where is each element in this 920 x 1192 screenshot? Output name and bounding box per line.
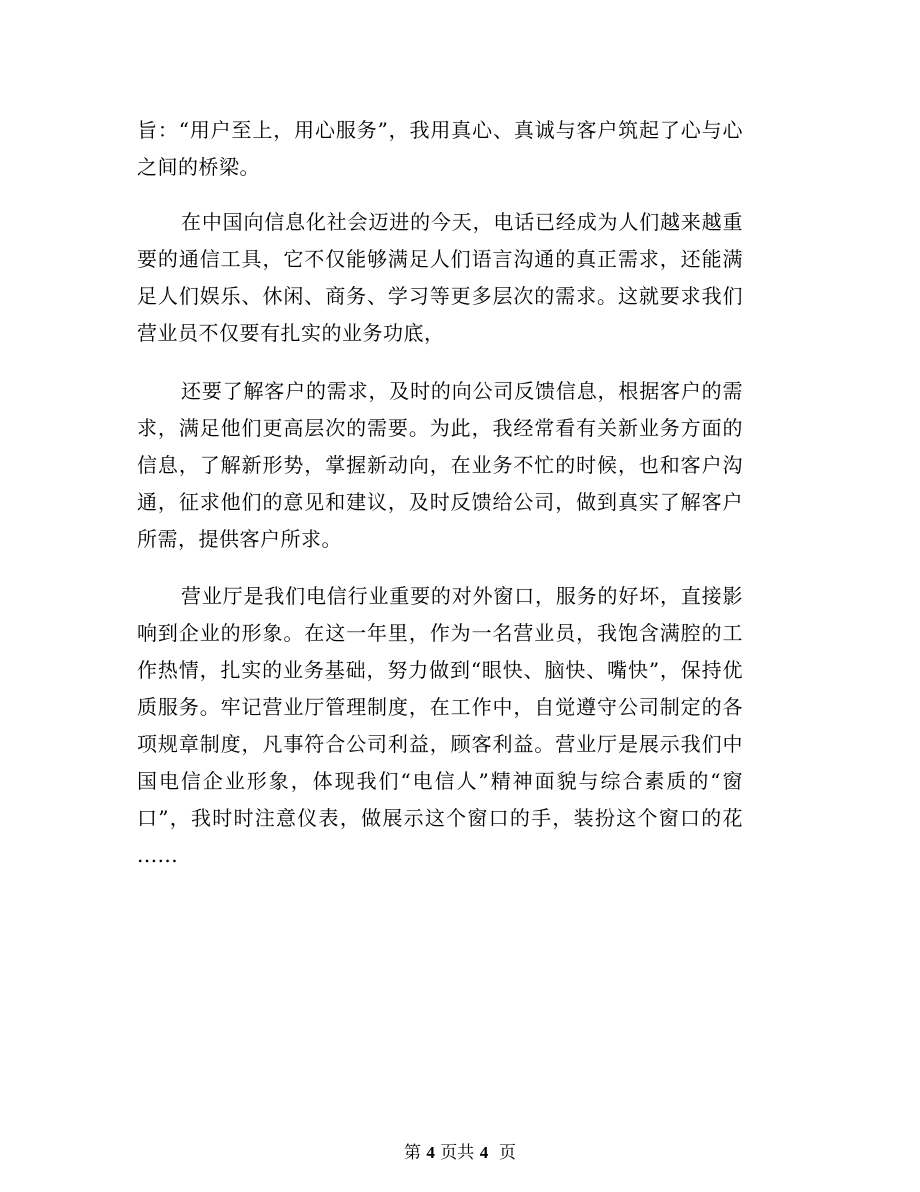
paragraph-1: 旨：“用户至上，用心服务”，我用真心、真诚与客户筑起了心与心之间的桥梁。 <box>137 118 743 179</box>
footer-middle: 页共 <box>434 1143 480 1163</box>
document-body <box>137 112 743 874</box>
current-page-number: 4 <box>426 1143 435 1162</box>
paragraph-3: 还要了解客户的需求，及时的向公司反馈信息，根据客户的需求，满足他们更高层次的需要。为此，我经常看有关新业务方面的信息，了解新形势，掌握新动向，在业务不忙的时候，也和客户沟通，征求他们的意见和建议，及时反馈给公司，做到真实了解客户所需，提供客户所求。 <box>137 379 743 551</box>
footer-suffix: 页 <box>488 1143 517 1163</box>
page-footer <box>0 1142 920 1164</box>
paragraph-4: 营业厅是我们电信行业重要的对外窗口，服务的好坏，直接影响到企业的形象。在这一年里，作为一名营业员，我饱含满腔的工作热情，扎实的业务基础，努力做到“眼快、脑快、嘴快”，保持优质服务。牢记营业厅管理制度，在工作中，自觉遵守公司制定的各项规章制度，凡事符合公司利益，顾客利益。营业厅是展示我们中国电信企业形象，体现我们“电信人”精神面貌与综合素质的“窗口”，我时时注意仪表，做展示这个窗口的手，装扮这个窗口的花 ...... <box>137 584 743 867</box>
footer-prefix: 第 <box>403 1143 427 1163</box>
paragraph-2: 在中国向信息化社会迈进的今天，电话已经成为人们越来越重要的通信工具，它不仅能够满足人们语言沟通的真正需求，还能满足人们娱乐、休闲、商务、学习等更多层次的需求。这就要求我们营业员不仅要有扎实的业务功底， <box>137 210 743 345</box>
total-page-count: 4 <box>479 1143 489 1162</box>
